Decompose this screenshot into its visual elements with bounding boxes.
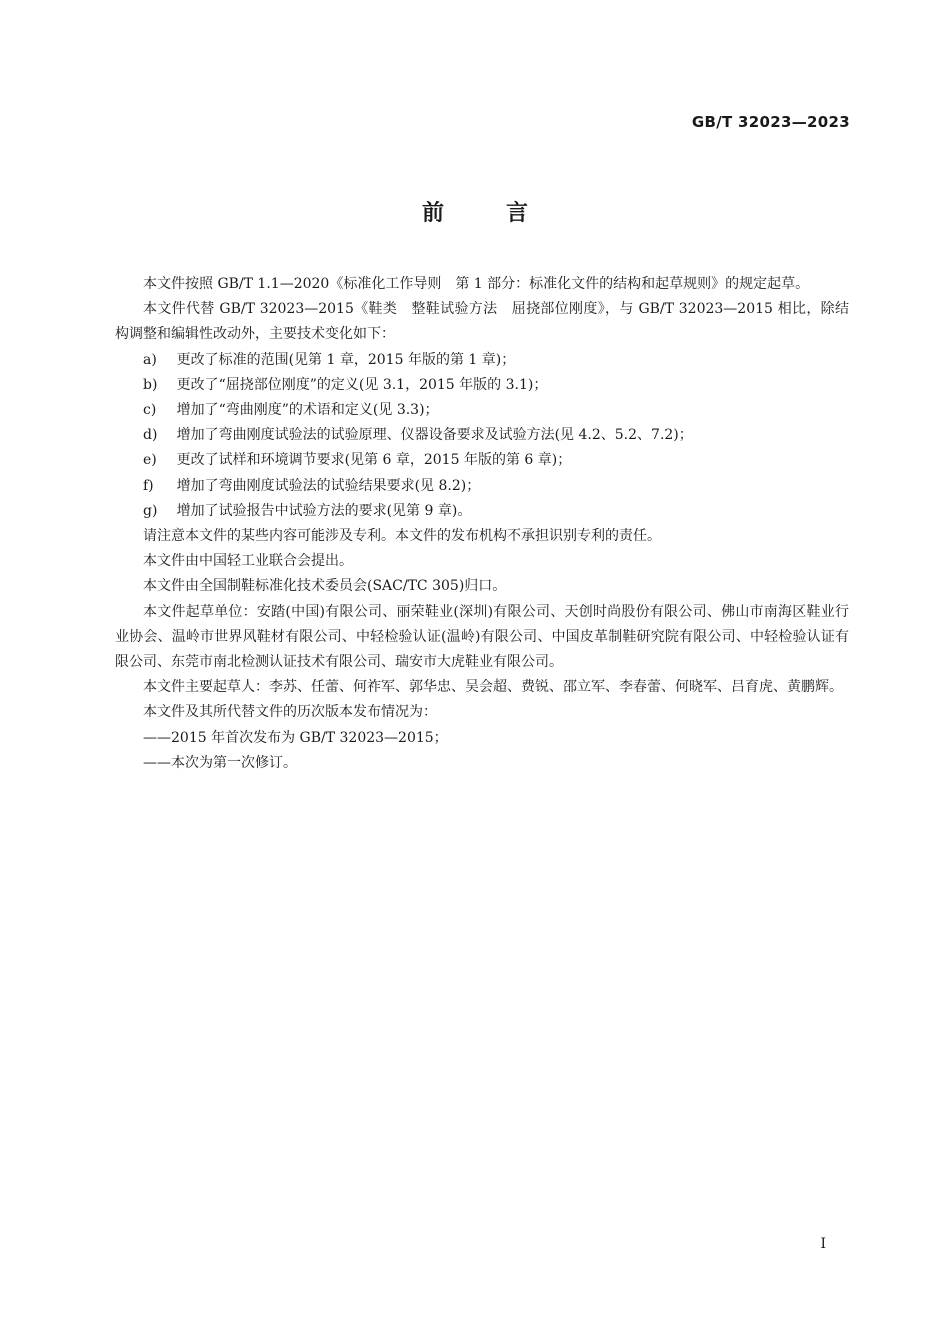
page-title	[0, 196, 950, 227]
paragraph-proposed: 本文件由中国轻工业联合会提出。	[143, 553, 353, 570]
page-title-part1: 前	[421, 201, 444, 226]
page-title-part2: 言	[506, 201, 529, 226]
list-item	[115, 474, 849, 499]
list-item	[115, 348, 849, 373]
paragraph-drafters: 本文件主要起草人：李苏、任蕾、何祚军、郭华忠、吴会超、费锐、邵立军、李春蕾、何晓军、吕育虎、黄鹏辉。	[143, 679, 843, 696]
list-text: 增加了试验报告中试验方法的要求(见第 9 章)。	[176, 502, 472, 519]
list-marker: e)	[143, 452, 157, 469]
list-text: 更改了标准的范围(见第 1 章，2015 年版的第 1 章)；	[176, 351, 516, 368]
paragraph-replaces: 本文件代替 GB/T 32023—2015《鞋类 整鞋试验方法 屈挠部位刚度》，与 GB/T 32023—2015 相比，除结构调整和编辑性改动外，主要技术变化如下：	[115, 301, 849, 343]
paragraph-centralized: 本文件由全国制鞋标准化技术委员会(SAC/TC 305)归口。	[143, 578, 507, 595]
paragraph-patent: 请注意本文件的某些内容可能涉及专利。本文件的发布机构不承担识别专利的责任。	[143, 528, 661, 545]
list-marker: d)	[143, 427, 158, 444]
list-marker: f)	[143, 477, 154, 494]
standard-code: GB/T 32023—2023	[691, 113, 850, 131]
list-item	[115, 423, 849, 448]
list-marker: c)	[143, 402, 157, 419]
list-item	[115, 499, 849, 524]
list-text: 增加了弯曲刚度试验法的试验结果要求(见 8.2)；	[176, 477, 481, 494]
list-marker: g)	[143, 502, 158, 519]
list-text: 增加了“弯曲刚度”的术语和定义(见 3.3)；	[176, 402, 439, 419]
paragraph-history-intro: 本文件及其所代替文件的历次版本发布情况为：	[143, 704, 437, 721]
list-item	[115, 448, 849, 473]
page-number: I	[820, 1236, 826, 1252]
list-item	[115, 398, 849, 423]
list-marker: a)	[143, 351, 157, 368]
history-item: ——本次为第一次修订。	[143, 754, 297, 771]
list-item	[115, 373, 849, 398]
paragraph-drafting-units: 本文件起草单位：安踏(中国)有限公司、丽荣鞋业(深圳)有限公司、天创时尚股份有限公司、佛山市南海区鞋业行业协会、温岭市世界风鞋材有限公司、中轻检验认证(温岭)有限公司、中国皮革制鞋研究院有限公司、中轻检验认证有限公司、东莞市南北检测认证技术有限公司、瑞安市大虎鞋业有限公司。	[115, 603, 849, 671]
list-text: 更改了“屈挠部位刚度”的定义(见 3.1，2015 年版的 3.1)；	[176, 376, 548, 393]
list-text: 增加了弯曲刚度试验法的试验原理、仪器设备要求及试验方法(见 4.2、5.2、7.2)；	[176, 427, 693, 444]
list-text: 更改了试样和环境调节要求(见第 6 章，2015 年版的第 6 章)；	[176, 452, 572, 469]
paragraph-drafting-rules: 本文件按照 GB/T 1.1—2020《标准化工作导则 第 1 部分：标准化文件的结构和起草规则》的规定起草。	[143, 276, 810, 292]
list-marker: b)	[143, 376, 158, 393]
history-item: ——2015 年首次发布为 GB/T 32023—2015；	[143, 729, 448, 746]
foreword-body	[115, 272, 849, 776]
